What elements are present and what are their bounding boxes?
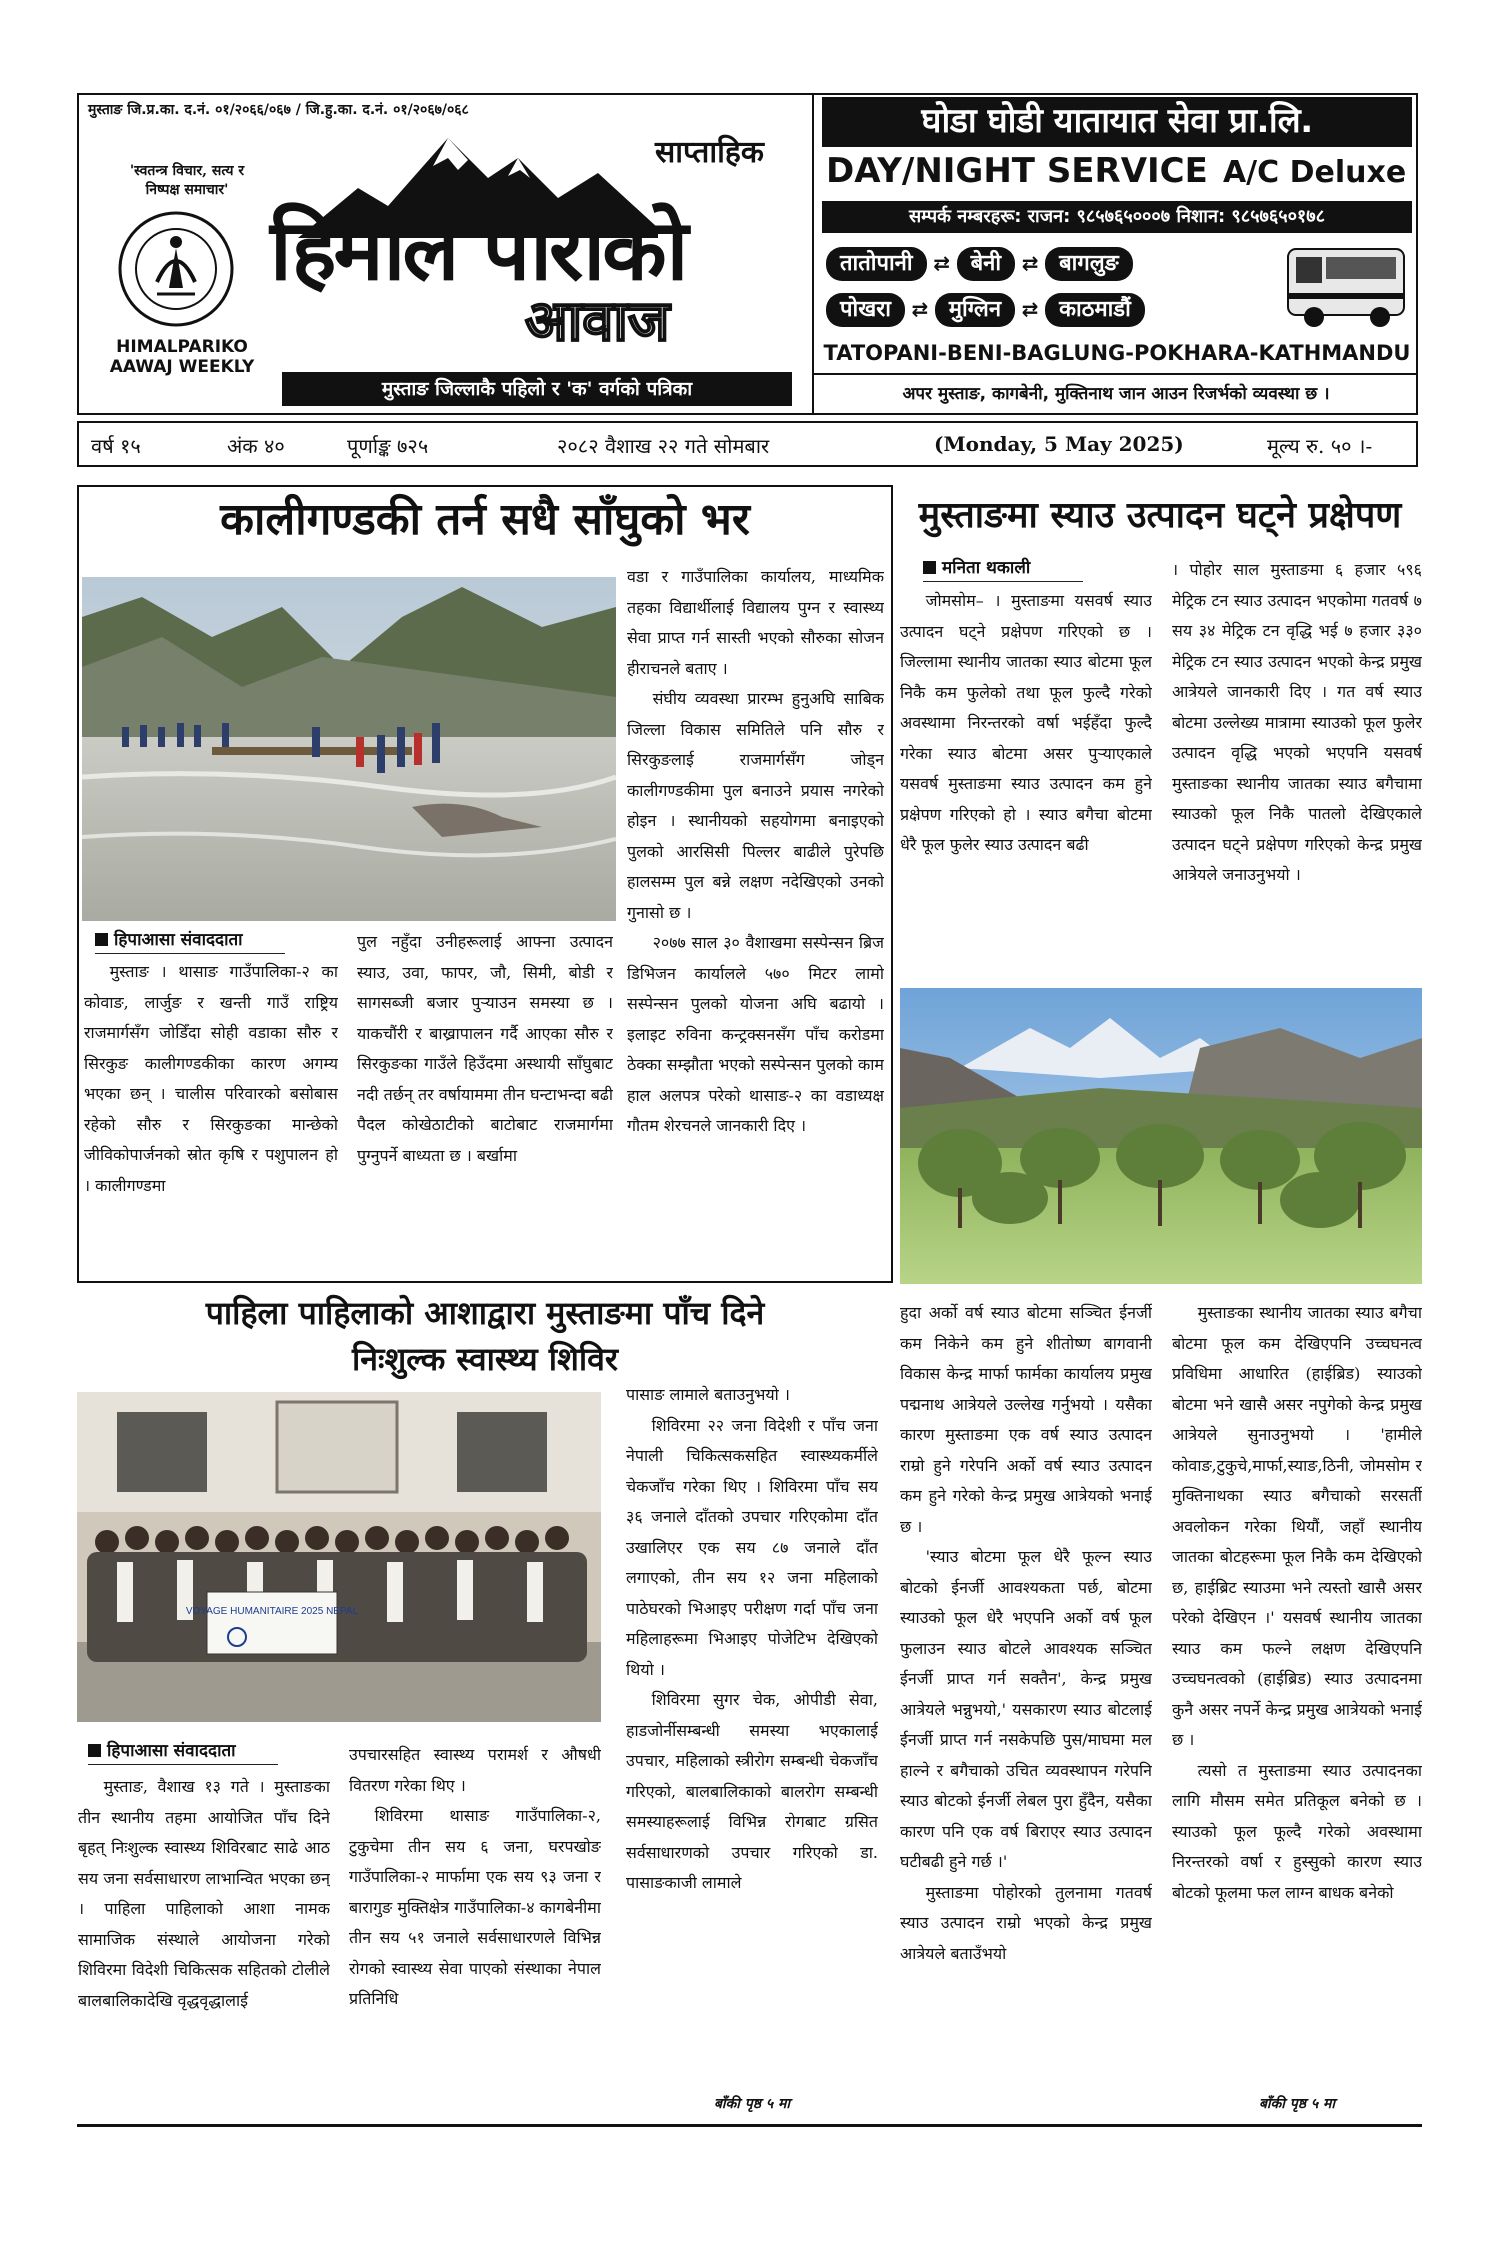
city-muglin: मुग्लिन (935, 293, 1015, 327)
story2-col1 (900, 586, 1152, 978)
story2-col4-para1: मुस्ताङका स्थानीय जातका स्याउ बगैचा बोटमा फूल कम देखिएपनि उच्चघनत्व प्रविधिमा आधारित (हाईब्रिड) स्याउको बोटमा भने खासै असर नपुगेको केन्द्र प्रमुख आत्रेयले सुनाउनुभयो । 'हामीले कोवाङ,टुकुचे,मार्फा,स्याङ,ठिनी, जोमसोम र मुक्तिनाथका स्याउ बगैचाको सरसर्ती अवलोकन गरेका थियौं, जहाँ स्थानीय जातका बोटहरूमा फूल निकै कम देखिएको छ, हाईब्रिट स्याउमा भने त्यस्तो खासै असर परेको देखिएन ।' यसवर्ष स्थानीय जातका स्याउ कम फल्ने लक्षण देखिएपनि उच्चघनत्वको (हाईब्रिड) स्याउ उत्पादनमा कुनै असर नपर्ने केन्द्र प्रमुख आत्रेयको भनाई छ । (1172, 1303, 1422, 1749)
ad-contact: सम्पर्क नम्बरहरू: राजन: ९८५७६५०००७ निशान: ९८५७६५०१७८ (822, 201, 1412, 233)
story2-continued-note: बाँकी पृष्ठ ५ मा (1258, 2096, 1336, 2112)
two-way-arrow-icon: ⇄ (1021, 251, 1039, 275)
story3-col1-text: मुस्ताङ, वैशाख १३ गते । मुस्ताङका तीन स्थानीय तहमा आयोजित पाँच दिने बृहत् निःशुल्क स्वास्थ्य शिविरबाट साढे आठ सय जना सर्वसाधारण लाभान्वित भएका छन् । पाहिला पाहिलाको आशा नामक सामाजिक संस्थाले आयोजना गरेको शिविरमा विदेशी चिकित्सक सहितको टोलीले बालबालिकादेखि वृद्धवृद्धालाई (78, 1777, 330, 2010)
story1-col3-para1: वडा र गाउँपालिका कार्यालय, माध्यमिक तहका विद्यार्थीलाई विद्यालय पुग्न र स्वास्थ्य सेवा प्राप्त गर्न सास्ती भएको सौरुका सोजन हीराचनले बताए । (627, 567, 884, 678)
story1-col2 (357, 927, 613, 1277)
city-baglung: बागलुङ (1045, 247, 1133, 281)
story1-col3 (627, 562, 884, 1277)
story1-col1-text: मुस्ताङ । थासाङ गाउँपालिका-२ का कोवाङ, लार्जुङ र खन्ती गाउँ राष्ट्रिय राजमार्गसँग जोडिँदा सोही वडाका सौरु र सिरकुङ कालीगण्डकीका कारण अगम्य भएका छन् । चालीस परिवारको बसोबास रहेको सौरु र सिरकुङका मान्छेको जीविकोपार्जनको स्रोत कृषि र पशुपालन हो । कालीगण्डमा (84, 962, 338, 1195)
story3-headline-line1: पाहिला पाहिलाको आशाद्वारा मुस्ताङमा पाँच दिने (205, 1294, 765, 1332)
motto: 'स्वतन्त्र विचार, सत्य र निष्पक्ष समाचार' (129, 163, 245, 198)
ad-service-label: DAY/NIGHT SERVICE (826, 151, 1208, 191)
story1-byline (95, 927, 285, 954)
story2-col2-text: । पोहोर साल मुस्ताङमा ६ हजार ५९६ मेट्रिक टन स्याउ उत्पादन भएकोमा गतवर्ष ७ सय ३४ मेट्रिक टन वृद्धि भई ७ हजार ३३० मेट्रिक टन स्याउ उत्पादन भएको केन्द्र प्रमुख आत्रेयले जानकारी दिए । गत वर्ष स्याउ बोटमा उल्लेख्य मात्रामा स्याउको फूल फुलेर उत्पादन वृद्धि भएको भएपनि यसवर्ष मुस्ताङका स्थानीय जातका स्याउ बगैचामा स्याउको फूल निकै पातलो देखिएकाले उत्पादन घट्ने प्रक्षेपण गरिएको केन्द्र प्रमुख आत्रेयले जनाउनुभयो । (1172, 560, 1422, 884)
story3-photo (77, 1392, 601, 1722)
story2-col2 (1172, 555, 1422, 978)
ad-service (826, 151, 1416, 191)
story3-continued-note: बाँकी पृष्ठ ५ मा (713, 2096, 791, 2112)
ad-service-type: A/C Deluxe (1222, 155, 1407, 190)
masthead-tagline: मुस्ताङ जिल्लाकै पहिलो र 'क' वर्गको पत्रिका (282, 372, 792, 406)
bus-advertisement (812, 93, 1418, 415)
banner-text: VOYAGE HUMANITAIRE 2025 NEPAL (185, 1606, 359, 1617)
story2-col3-para3: मुस्ताङमा पोहोरको तुलनामा गतवर्ष स्याउ उत्पादन राम्रो भएको केन्द्र प्रमुख आत्रेयले बताउँभयो (900, 1882, 1152, 1963)
issue-number: अंक ४० (227, 434, 285, 458)
story1-col2-text: पुल नहुँदा उनीहरूलाई आफ्ना उत्पादन स्याउ, उवा, फापर, जौ, सिमी, बोडी र सागसब्जी बजार पुऱ्याउन समस्या छ । याकचौंरी र बाख्रापालन गर्दै आएका सौरु र सिरकुङका गाउँले हिउँदमा अस्थायी साँघुबाट नदी तर्छन् तर वर्षायाममा तीन घन्टाभन्दा बढी पैदल कोखेठाटीको बाटोबाट राजमार्गमा पुग्नुपर्ने बाध्यता छ । बर्खामा (357, 932, 613, 1165)
city-kathmandu: काठमाडौं (1045, 293, 1145, 327)
route-row-1 (826, 247, 1133, 281)
ad-reservation: अपर मुस्ताङ, कागबेनी, मुक्तिनाथ जान आउन रिजर्भको व्यवस्था छ । (814, 373, 1418, 415)
ad-route-english: TATOPANI-BENI-BAGLUNG-POKHARA-KATHMANDU (823, 341, 1411, 365)
story3-col3-para3: शिविरमा सुगर चेक, ओपीडी सेवा, हाडजोर्नीसम्बन्धी समस्या भएकालाई उपचार, महिलाको स्त्रीरोग सम्बन्धी चेकजाँच गरिएको, बालबालिकाको बालरोग सम्बन्धी समस्याहरूलाई विभिन्न रोगबाट ग्रसित सर्वसाधारणको उपचार गरिएको डा. पासाङकाजी लामाले (626, 1690, 878, 1892)
city-tatopani: तातोपानी (826, 247, 927, 281)
story2-col3-para2: 'स्याउ बोटमा फूल धेरै फूल्न स्याउ बोटको ईनर्जी आवश्यकता पर्छ, बोटमा स्याउको फूल धेरै भएपनि अर्को वर्ष फूल फुलाउन स्याउ बोटले आवश्यक सञ्चित ईनर्जी प्राप्त गर्न सक्तैन', केन्द्र प्रमुख आत्रेयले भन्नुभयो,' यसकारण स्याउ बोटलाई ईनर्जी प्राप्त गर्न नसकेपछि पुस/माघमा मल हाल्ने र बगैचाको उचित व्यवस्थापन गरेपनि स्याउ बोटको ईनर्जी लेबल पुरा हुँदैन, यसैका कारण पनि एक वर्ष बिराएर स्याउ उत्पादन घटीबढी हुने गर्छ ।' (900, 1547, 1152, 1871)
square-bullet-icon (923, 561, 936, 574)
ad-title: घोडा घोडी यातायात सेवा प्रा.लि. (822, 97, 1412, 147)
story2-col3-para1: हुदा अर्को वर्ष स्याउ बोटमा सञ्चित ईनर्जी कम निकेने कम हुने शीतोष्ण बागवानी विकास केन्द्र मार्फा फार्मका कार्यालय प्रमुख पद्मनाथ आत्रेयले उल्लेख गर्नुभयो । यसैका कारण मुस्ताङमा एक वर्ष स्याउ उत्पादन राम्रो हुने गरेपनि अर्को वर्ष स्याउ उत्पादन कम हुने गरेको केन्द्र प्रमुख आत्रेयको भनाई छ । (900, 1303, 1152, 1536)
issue-total: पूर्णाङ्क ७२५ (347, 434, 429, 458)
square-bullet-icon (88, 1744, 101, 1757)
story2-headline: मुस्ताङमा स्याउ उत्पादन घट्ने प्रक्षेपण (918, 495, 1402, 536)
masthead-name-line1: हिमाल पारीको (270, 201, 686, 299)
issue-date-nepali: २०८२ वैशाख २२ गते सोमबार (557, 434, 770, 458)
bottom-rule (77, 2124, 1422, 2127)
story3-col3-para1: पासाङ लामाले बताउनुभयो । (626, 1385, 790, 1404)
story1-headline: कालीगण्डकी तर्न सधै साँघुको भर (220, 494, 750, 545)
story3-col1 (78, 1772, 330, 2088)
two-way-arrow-icon: ⇄ (933, 251, 950, 275)
square-bullet-icon (95, 933, 108, 946)
weekly-tag: साप्ताहिक (655, 135, 764, 170)
story3-byline-text: हिपाआसा संवाददाता (107, 1741, 236, 1761)
story2-col3 (900, 1298, 1152, 2082)
story1-photo (82, 577, 616, 921)
story1-col3-para2: संघीय व्यवस्था प्रारम्भ हुनुअघि साबिक जिल्ला विकास समितिले पनि सौरु र सिरकुङलाई राजमार्गसँग जोड्न कालीगण्डकीमा पुल बनाउने प्रयास नगरेको होइन । स्थानीयको सहयोगमा बनाइएको पुलको आरसिसी पिल्लर बाढीले पुरेपछि हालसम्म पुल बन्ने लक्षण नदेखिएको उनको गुनासो छ । (627, 689, 884, 922)
story3-col2 (349, 1740, 601, 2088)
story2-col4-para2: त्यसो त मुस्ताङमा स्याउ उत्पादनका लागि मौसम समेत प्रतिकूल बनेको छ । स्याउको फूल फूल्दै गरेको अवस्थामा निरन्तरको वर्षा र हुस्सुको कारण स्याउ बोटको फूलमा फल लाग्न बाधक बनेको (1172, 1760, 1422, 1902)
story2-col4 (1172, 1298, 1422, 2082)
city-beni: बेनी (957, 247, 1015, 281)
issue-volume: वर्ष १५ (91, 434, 141, 458)
issue-date-english: (Monday, 5 May 2025) (934, 432, 1184, 456)
story1-byline-text: हिपाआसा संवाददाता (114, 930, 243, 950)
story2-photo (900, 988, 1422, 1284)
registration-line: मुस्ताङ जि.प्र.का. द.नं. ०१/२०६६/०६७ / जि.हु.का. द.नं. ०१/२०६७/०६८ (88, 102, 469, 118)
english-name (92, 337, 272, 377)
masthead-name-line2: आवाज (525, 289, 670, 354)
english-name-line1: HIMALPARIKO (116, 337, 248, 357)
two-way-arrow-icon: ⇄ (911, 297, 929, 321)
bus-icon (1284, 241, 1409, 331)
story3-col2-para1: उपचारसहित स्वास्थ्य परामर्श र औषधी वितरण गरेका थिए । (349, 1745, 601, 1795)
story1-col1 (84, 957, 338, 1277)
issue-info-bar (77, 421, 1418, 467)
two-way-arrow-icon: ⇄ (1021, 297, 1039, 321)
story3-col3-para2: शिविरमा २२ जना विदेशी र पाँच जना नेपाली चिकित्सकसहित स्वास्थ्यकर्मीले चेकजाँच गरेका थिए । शिविरमा पाँच सय ३६ जनाले दाँतको उपचार गरिएकोमा दाँत उखालिएर एक सय ८७ जनाले दाँत लगाएको, तीन सय १२ जना महिलाको पाठेघरको भिआइए परीक्षण गर्दा पाँच जना महिलाहरूमा भिआइए पोजेटिभ देखिएको थियो । (626, 1415, 878, 1679)
route-row-2 (826, 293, 1145, 327)
story2-byline (923, 555, 1083, 582)
story2-byline-text: मनिता थकाली (942, 558, 1031, 578)
issue-price: मूल्य रु. ५० ।- (1267, 434, 1373, 458)
story3-headline-line2: निःशुल्क स्वास्थ्य शिविर (351, 1340, 619, 1378)
city-pokhara: पोखरा (826, 293, 905, 327)
seal-logo (117, 210, 235, 328)
story3-byline (88, 1738, 278, 1765)
english-name-line2: AAWAJ WEEKLY (109, 357, 255, 377)
story3-col3 (626, 1380, 878, 2086)
story1-col3-para3: २०७७ साल ३० वैशाखमा सस्पेन्सन ब्रिज डिभिजन कार्यालले ५७० मिटर लामो सस्पेन्सन पुलको योजना अघि बढायो । इलाइट रुविना कन्ट्रक्सनसँग पाँच करोडमा ठेक्का सम्झौता भएको सस्पेन्सन पुलको काम हाल अलपत्र परेको थासाङ-२ का वडाध्यक्ष गौतम शेरचनले जानकारी दिए । (627, 933, 884, 1135)
story3-col2-para2: शिविरमा थासाङ गाउँपालिका-२, टुकुचेमा तीन सय ६ जना, घरपखोङ गाउँपालिका-२ मार्फामा एक सय ९३ जना र बारागुङ मुक्तिक्षेत्र गाउँपालिका-४ कागबेनीमा तीन सय ५१ जनाले सर्वसाधारणले विभिन्न रोगको स्वास्थ्य सेवा पाएको संस्थाका नेपाल प्रतिनिधि (349, 1806, 601, 2008)
story2-col1-text: जोमसोम– । मुस्ताङमा यसवर्ष स्याउ उत्पादन घट्ने प्रक्षेपण गरिएको छ । जिल्लामा स्थानीय जातका स्याउ बोटमा फूल निकै कम फुलेको तथा फूल फुल्दै गरेको अवस्थामा निरन्तरको वर्षा भईहँदा फुल्दै गरेका स्याउ बोटमा असर पुऱ्याएकाले यसवर्ष मुस्ताङमा स्याउ उत्पादन कम हुने प्रक्षेपण गरिएको हो । स्याउ बगैचा बोटमा धेरै फूल फुलेर स्याउ उत्पादन बढी (900, 591, 1152, 854)
